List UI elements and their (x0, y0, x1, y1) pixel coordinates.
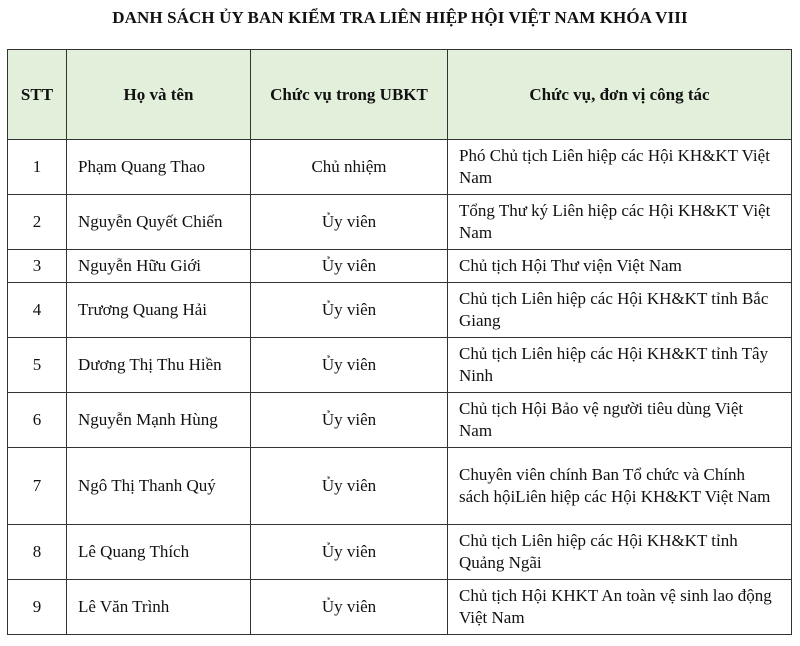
cell-role: Ủy viên (251, 580, 448, 635)
table-row (8, 338, 792, 393)
cell-role: Chủ nhiệm (251, 140, 448, 195)
table-row (8, 448, 792, 525)
cell-name: Phạm Quang Thao (67, 140, 251, 195)
cell-name: Dương Thị Thu Hiền (67, 338, 251, 393)
members-table (7, 49, 792, 635)
cell-role: Ủy viên (251, 250, 448, 283)
header-name: Họ và tên (67, 50, 251, 140)
cell-org: Chủ tịch Liên hiệp các Hội KH&KT tỉnh Tây Ninh (448, 338, 792, 393)
cell-name: Nguyễn Quyết Chiến (67, 195, 251, 250)
table-row (8, 250, 792, 283)
cell-name: Nguyễn Hữu Giới (67, 250, 251, 283)
header-stt: STT (8, 50, 67, 140)
cell-role: Ủy viên (251, 283, 448, 338)
cell-name: Lê Văn Trình (67, 580, 251, 635)
cell-org: Chuyên viên chính Ban Tổ chức và Chính sách hộiLiên hiệp các Hội KH&KT Việt Nam (448, 448, 792, 525)
cell-org: Chủ tịch Hội Thư viện Việt Nam (448, 250, 792, 283)
table-row (8, 195, 792, 250)
cell-stt: 2 (8, 195, 67, 250)
header-role: Chức vụ trong UBKT (251, 50, 448, 140)
cell-stt: 9 (8, 580, 67, 635)
cell-stt: 4 (8, 283, 67, 338)
cell-org: Phó Chủ tịch Liên hiệp các Hội KH&KT Việt Nam (448, 140, 792, 195)
cell-role: Ủy viên (251, 525, 448, 580)
page-title: DANH SÁCH ỦY BAN KIỂM TRA LIÊN HIỆP HỘI VIỆT NAM KHÓA VIII (112, 8, 688, 27)
header-org: Chức vụ, đơn vị công tác (448, 50, 792, 140)
table-row (8, 525, 792, 580)
cell-stt: 1 (8, 140, 67, 195)
table-row (8, 140, 792, 195)
cell-name: Ngô Thị Thanh Quý (67, 448, 251, 525)
cell-role: Ủy viên (251, 195, 448, 250)
table-row (8, 580, 792, 635)
cell-stt: 5 (8, 338, 67, 393)
cell-stt: 6 (8, 393, 67, 448)
cell-name: Trương Quang Hải (67, 283, 251, 338)
cell-stt: 8 (8, 525, 67, 580)
table-row (8, 393, 792, 448)
cell-stt: 3 (8, 250, 67, 283)
cell-name: Lê Quang Thích (67, 525, 251, 580)
cell-org: Tổng Thư ký Liên hiệp các Hội KH&KT Việt Nam (448, 195, 792, 250)
cell-org: Chủ tịch Hội Bảo vệ người tiêu dùng Việt Nam (448, 393, 792, 448)
cell-role: Ủy viên (251, 448, 448, 525)
table-header-row (8, 50, 792, 140)
cell-role: Ủy viên (251, 338, 448, 393)
cell-stt: 7 (8, 448, 67, 525)
cell-org: Chủ tịch Hội KHKT An toàn vệ sinh lao động Việt Nam (448, 580, 792, 635)
cell-role: Ủy viên (251, 393, 448, 448)
table-row (8, 283, 792, 338)
cell-org: Chủ tịch Liên hiệp các Hội KH&KT tỉnh Bắc Giang (448, 283, 792, 338)
cell-org: Chủ tịch Liên hiệp các Hội KH&KT tỉnh Quảng Ngãi (448, 525, 792, 580)
cell-name: Nguyễn Mạnh Hùng (67, 393, 251, 448)
